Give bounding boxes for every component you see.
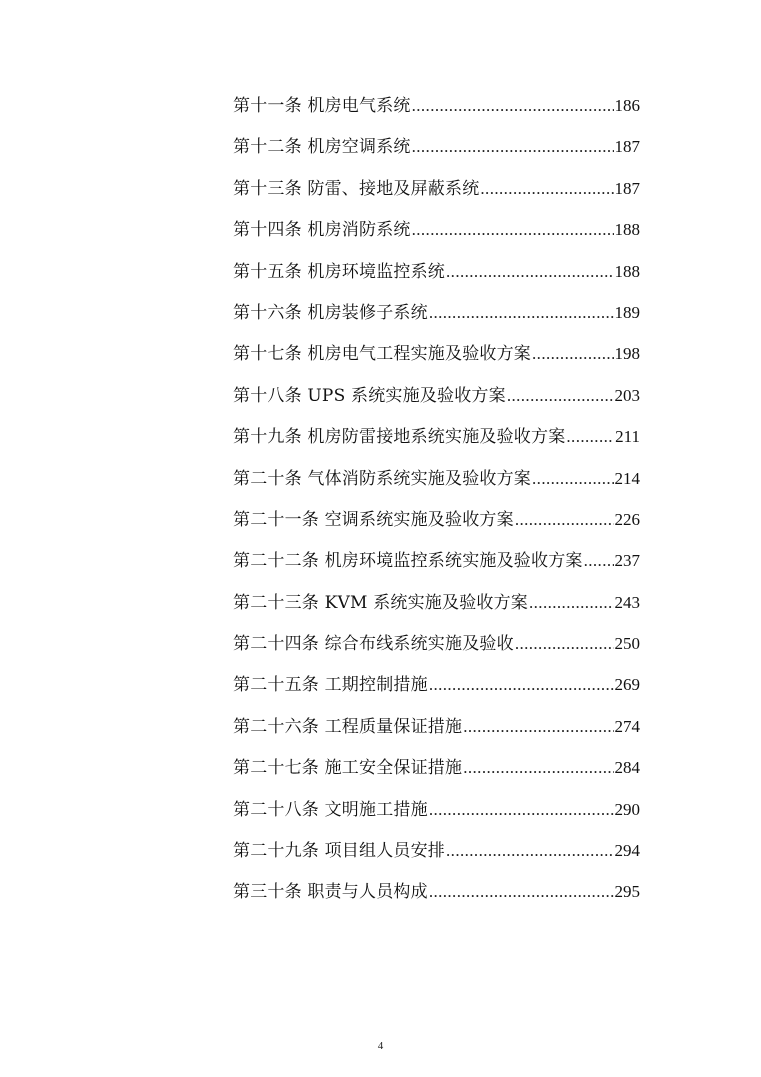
toc-entry-page: 188 (614, 220, 640, 240)
toc-entry[interactable] (233, 632, 640, 673)
toc-entry-page: 294 (614, 841, 640, 861)
table-of-contents (233, 94, 640, 922)
toc-entry-title: 第二十八条 文明施工措施 (233, 799, 428, 820)
toc-entry-title: 第十九条 机房防雷接地系统实施及验收方案 (233, 427, 566, 448)
toc-entry[interactable] (233, 342, 640, 383)
toc-dot-leader (529, 591, 614, 615)
toc-entry[interactable] (233, 549, 640, 590)
toc-entry-title: 第十四条 机房消防系统 (233, 220, 411, 241)
toc-entry[interactable] (233, 384, 640, 425)
toc-entry[interactable] (233, 94, 640, 135)
toc-entry-page: 243 (614, 592, 640, 612)
toc-dot-leader (429, 673, 614, 697)
toc-entry[interactable] (233, 260, 640, 301)
toc-entry-page: 237 (614, 551, 640, 571)
toc-entry[interactable] (233, 715, 640, 756)
toc-entry-title: 第十六条 机房装修子系统 (233, 302, 428, 323)
toc-dot-leader (446, 260, 613, 284)
toc-entry-title: 第二十二条 机房环境监控系统实施及验收方案 (233, 551, 583, 572)
toc-entry-title: 第二十六条 工程质量保证措施 (233, 716, 463, 737)
toc-dot-leader (429, 880, 614, 904)
toc-entry-title: 第二十四条 综合布线系统实施及验收 (233, 634, 514, 655)
toc-entry-page: 274 (614, 716, 640, 736)
toc-entry-title: 第十八条 UPS 系统实施及验收方案 (233, 385, 506, 406)
toc-dot-leader (463, 715, 613, 739)
toc-dot-leader (584, 549, 614, 573)
toc-dot-leader (446, 839, 613, 863)
toc-entry-title: 第三十条 职责与人员构成 (233, 882, 428, 903)
toc-dot-leader (412, 94, 614, 118)
toc-entry-title: 第十一条 机房电气系统 (233, 96, 411, 116)
toc-entry-title: 第二十九条 项目组人员安排 (233, 841, 446, 862)
toc-entry[interactable] (233, 135, 640, 176)
toc-entry-page: 188 (614, 261, 640, 281)
toc-entry-title: 第二十五条 工期控制措施 (233, 675, 428, 696)
toc-dot-leader (515, 632, 614, 656)
toc-entry-page: 269 (614, 675, 640, 695)
toc-dot-leader (566, 425, 614, 449)
toc-dot-leader (412, 135, 614, 159)
toc-entry-page: 203 (614, 385, 640, 405)
toc-entry-title: 第十五条 机房环境监控系统 (233, 261, 446, 282)
toc-entry[interactable] (233, 673, 640, 714)
toc-entry-title: 第二十一条 空调系统实施及验收方案 (233, 509, 514, 530)
page-number: 4 (377, 1040, 384, 1052)
toc-entry-page: 189 (614, 302, 640, 322)
toc-entry-page: 226 (614, 509, 640, 529)
toc-entry-title: 第十七条 机房电气工程实施及验收方案 (233, 344, 532, 365)
toc-entry-title: 第二十条 气体消防系统实施及验收方案 (233, 468, 532, 489)
toc-entry-title: 第十三条 防雷、接地及屏蔽系统 (233, 178, 480, 199)
toc-entry-page: 250 (614, 634, 640, 654)
toc-dot-leader (429, 301, 614, 325)
toc-entry[interactable] (233, 508, 640, 549)
toc-entry[interactable] (233, 756, 640, 797)
toc-dot-leader (532, 342, 613, 366)
toc-entry-page: 290 (614, 799, 640, 819)
toc-dot-leader (515, 508, 614, 532)
toc-entry[interactable] (233, 839, 640, 880)
toc-entry[interactable] (233, 880, 640, 921)
toc-entry[interactable] (233, 591, 640, 632)
toc-entry[interactable] (233, 177, 640, 218)
toc-entry[interactable] (233, 218, 640, 259)
toc-entry-title: 第二十三条 KVM 系统实施及验收方案 (233, 592, 528, 613)
toc-entry-page: 214 (614, 468, 640, 488)
toc-entry-page: 186 (614, 96, 640, 115)
toc-entry-page: 284 (614, 758, 640, 778)
toc-dot-leader (412, 218, 614, 242)
toc-entry-title: 第十二条 机房空调系统 (233, 137, 411, 158)
toc-dot-leader (507, 384, 614, 408)
toc-dot-leader (463, 756, 613, 780)
toc-entry-page: 295 (614, 882, 640, 902)
toc-dot-leader (429, 798, 614, 822)
toc-entry-title: 第二十七条 施工安全保证措施 (233, 758, 463, 779)
toc-entry-page: 211 (615, 427, 640, 447)
toc-entry-page: 187 (614, 178, 640, 198)
toc-entry[interactable] (233, 467, 640, 508)
toc-entry-page: 198 (614, 344, 640, 364)
toc-entry[interactable] (233, 425, 640, 466)
toc-entry[interactable] (233, 301, 640, 342)
toc-entry-page: 187 (614, 137, 640, 157)
toc-dot-leader (532, 467, 613, 491)
toc-entry[interactable] (233, 798, 640, 839)
toc-dot-leader (480, 177, 613, 201)
